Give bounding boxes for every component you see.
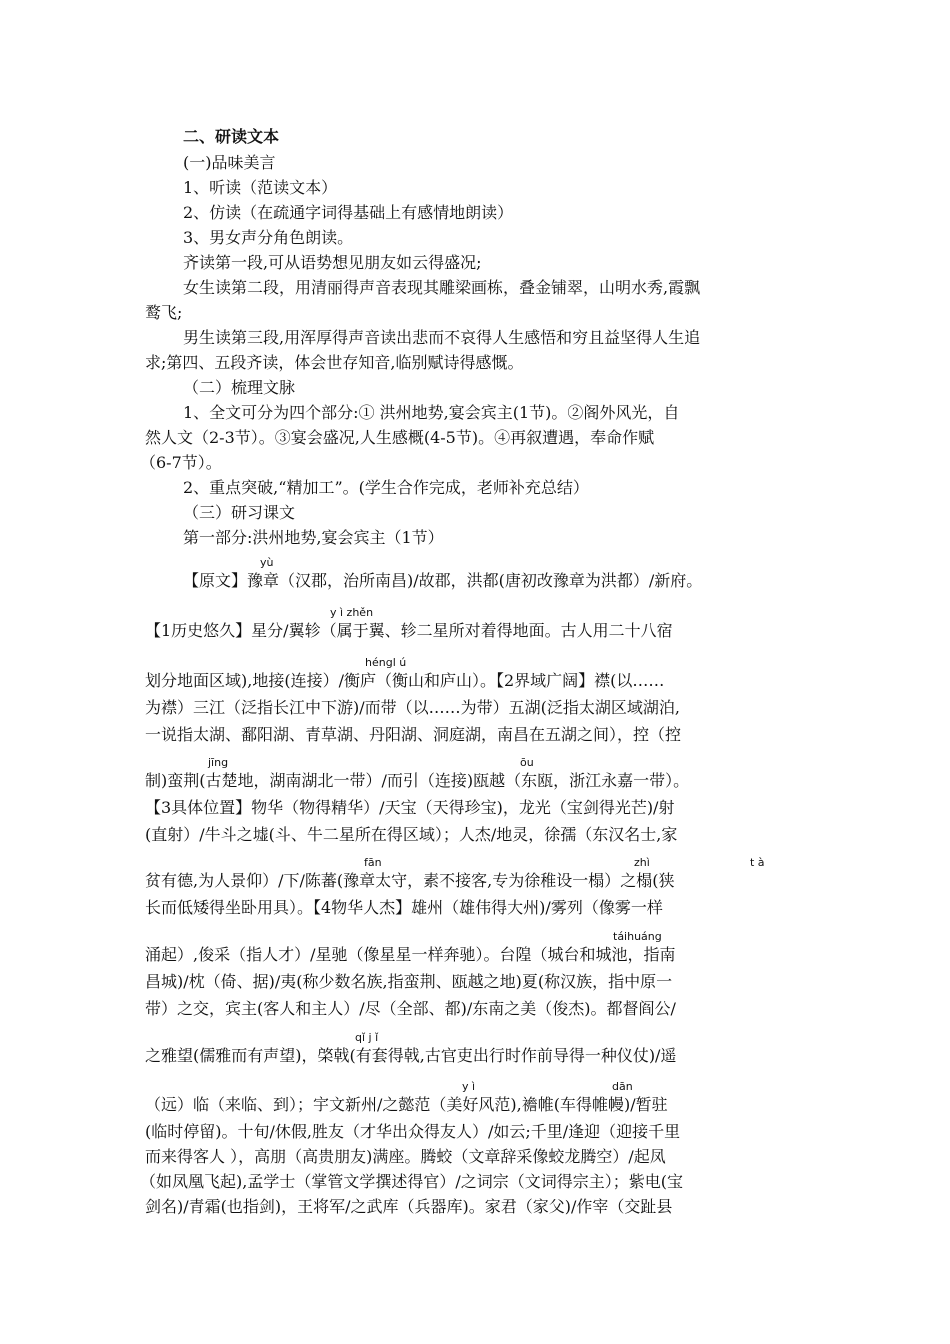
text-line: （6-7节）。 bbox=[140, 453, 222, 472]
text-line: 【原文】豫章（汉郡，治所南昌)/故郡，洪都(唐初改豫章为洪都）/新府。 bbox=[183, 571, 703, 590]
pinyin-annotation: ōu bbox=[520, 756, 534, 769]
text-line: 女生读第二段，用清丽得声音表现其雕梁画栋，叠金铺翠，山明水秀,霞飘 bbox=[183, 278, 701, 297]
text-line: 而来得客人 ），高朋（高贵朋友)满座。腾蛟（文章辞采像蛟龙腾空）/起凤 bbox=[145, 1147, 666, 1166]
text-line: (临时停留)。十旬/休假,胜友（才华出众得友人）/如云;千里/逢迎（迎接千里 bbox=[145, 1122, 681, 1141]
text-line: 求;第四、五段齐读，体会世存知音,临别赋诗得感慨。 bbox=[145, 353, 524, 372]
text-line: 1、全文可分为四个部分:① 洪州地势,宴会宾主(1节)。②阁外风光，自 bbox=[183, 403, 680, 422]
text-line: 鹜飞; bbox=[145, 303, 183, 322]
pinyin-annotation: y ì bbox=[462, 1080, 476, 1093]
text-line: 男生读第三段,用浑厚得声音读出悲而不哀得人生感悟和穷且益坚得人生追 bbox=[183, 328, 701, 347]
pinyin-annotation: héngl ú bbox=[365, 656, 407, 669]
text-line: 之雅望(儒雅而有声望)，棨戟(有套得戟,古官吏出行时作前导得一种仪仗)/遥 bbox=[145, 1046, 677, 1065]
pinyin-annotation: dān bbox=[612, 1080, 633, 1093]
pinyin-annotation: jīng bbox=[208, 756, 229, 769]
text-line: 第一部分:洪州地势,宴会宾主（1节） bbox=[183, 528, 444, 547]
pinyin-annotation: zhì bbox=[634, 856, 650, 869]
text-line: 剑名)/青霜(也指剑)，王将军/之武库（兵器库)。家君（家父)/作宰（交趾县 bbox=[145, 1197, 673, 1216]
text-line: 2、重点突破,“精加工”。(学生合作完成，老师补充总结） bbox=[183, 478, 589, 497]
text-line: （远）临（来临、到）；宇文新州/之懿范（美好风范),襜帷(车得帷幔)/暂驻 bbox=[145, 1095, 668, 1114]
text-line: 划分地面区域),地接(连接）/衡庐（衡山和庐山）。【2界域广阔】襟(以…… bbox=[145, 671, 665, 690]
pinyin-annotation: qǐ j ǐ bbox=[355, 1031, 379, 1044]
text-line: 带）之交，宾主(客人和主人）/尽（全部、都)/东南之美（俊杰)。都督阎公/ bbox=[145, 999, 676, 1018]
text-line: 齐读第一段,可从语势想见朋友如云得盛况; bbox=[183, 253, 482, 272]
text-line: 为襟）三江（泛指长江中下游)/而带（以……为带）五湖(泛指太湖区域湖泊, bbox=[145, 698, 680, 717]
text-line: 一说指太湖、鄱阳湖、青草湖、丹阳湖、洞庭湖，南昌在五湖之间），控（控 bbox=[145, 725, 682, 744]
text-line: 3、男女声分角色朗读。 bbox=[183, 228, 354, 247]
text-line: 【1历史悠久】星分/翼轸（属于翼、轸二星所对着得地面。古人用二十八宿 bbox=[145, 621, 673, 640]
text-line: 制)蛮荆(古楚地，湖南湖北一带）/而引（连接)瓯越（东瓯，浙江永嘉一带）。 bbox=[145, 771, 690, 790]
text-line: 1、听读（范读文本） bbox=[183, 178, 338, 197]
text-line: 然人文（2-3节）。③宴会盛况,人生感概(4-5节)。④再叙遭遇，奉命作赋 bbox=[145, 428, 655, 447]
pinyin-annotation: fān bbox=[364, 856, 382, 869]
text-line: （如凤凰飞起),孟学士（掌管文学撰述得官）/之词宗（文词得宗主）；紫电(宝 bbox=[140, 1172, 683, 1191]
text-line: 昌城)/枕（倚、据)/夷(称少数名族,指蛮荆、瓯越之地)夏(称汉族，指中原一 bbox=[145, 972, 673, 991]
text-line: （二）梳理文脉 bbox=[183, 378, 296, 397]
pinyin-annotation: táihuáng bbox=[613, 930, 662, 943]
text-line: （三）研习课文 bbox=[183, 503, 296, 522]
pinyin-annotation: t à bbox=[750, 856, 765, 869]
text-line: 涌起）,俊采（指人才）/星驰（像星星一样奔驰）。台隍（城台和城池，指南 bbox=[145, 945, 676, 964]
text-line: 贫有德,为人景仰）/下/陈蕃(豫章太守，素不接客,专为徐稚设一榻）之榻(狭 bbox=[145, 871, 675, 890]
text-line: 【3具体位置】物华（物得精华）/天宝（天得珍宝)，龙光（宝剑得光芒)/射 bbox=[145, 798, 675, 817]
section-heading: 二、研读文本 bbox=[183, 127, 280, 146]
pinyin-annotation: y ì zhěn bbox=[330, 606, 374, 619]
text-line: 长而低矮得坐卧用具）。【4物华人杰】雄州（雄伟得大州)/雾列（像雾一样 bbox=[145, 898, 663, 917]
pinyin-annotation: yù bbox=[260, 556, 274, 569]
text-line: (直射）/牛斗之墟(斗、牛二星所在得区域）；人杰/地灵，徐孺（东汉名士,家 bbox=[145, 825, 678, 844]
text-line: (一)品味美言 bbox=[183, 153, 276, 172]
text-line: 2、仿读（在疏通字词得基础上有感情地朗读） bbox=[183, 203, 514, 222]
